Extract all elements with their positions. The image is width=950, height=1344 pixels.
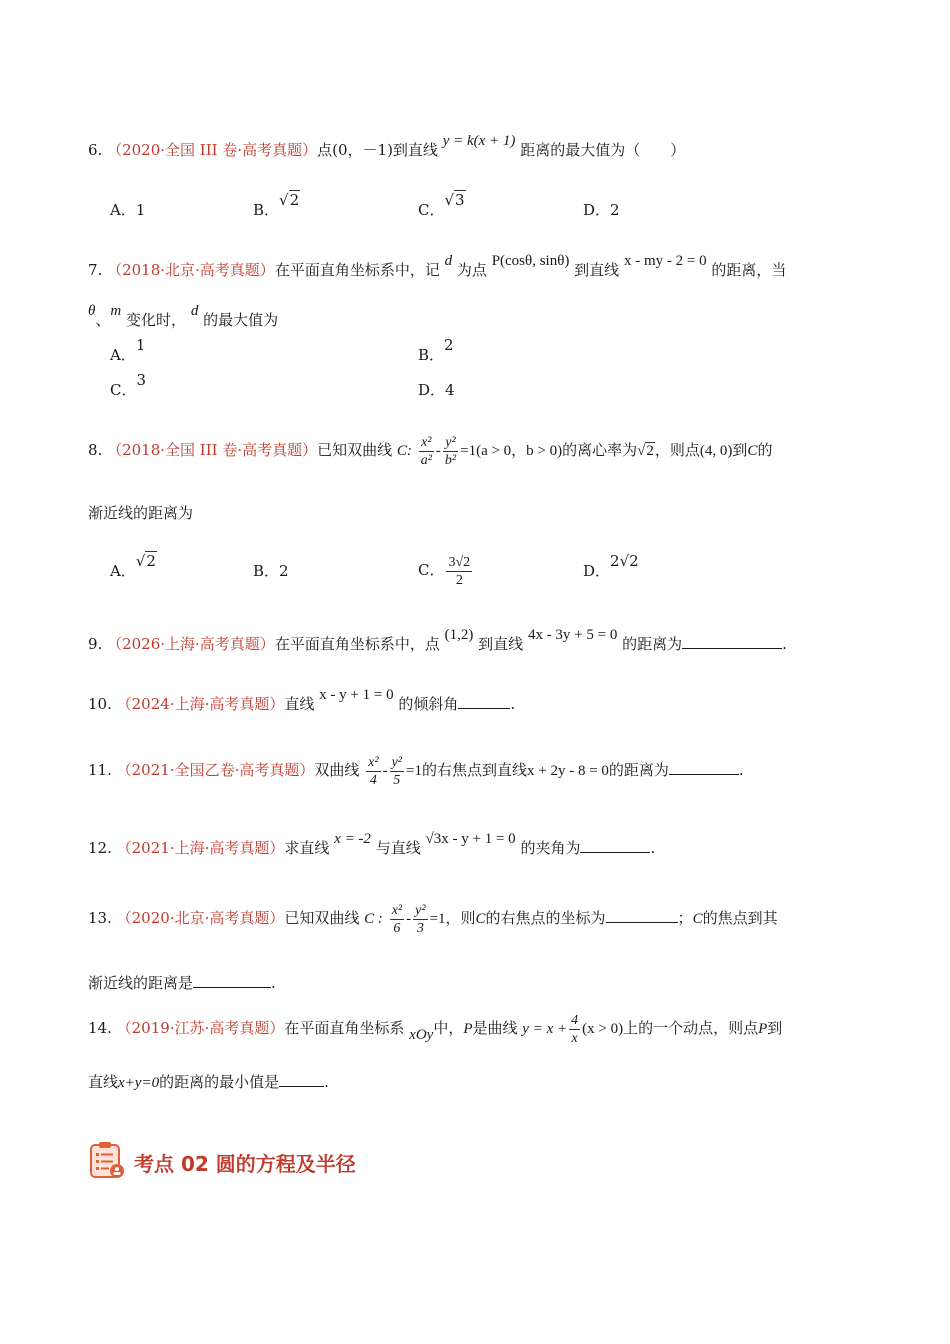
- option-c[interactable]: C． $\frac{3√2}{2}$: [418, 554, 471, 588]
- option-d[interactable]: D．4: [418, 381, 455, 399]
- question-source: （2018·北京·高考真题）: [107, 261, 275, 279]
- question-14-line2: 直线x+y=0的距离的最小值是 .: [88, 1073, 329, 1091]
- section-header: [88, 1140, 356, 1184]
- question-14: 14. （2019·江苏·高考真题）在平面直角坐标系 xOy中，P是曲线 y = x + $\frac{4}{x}$ (x > 0)上的一个动点，则点P到: [88, 1012, 783, 1046]
- section-title: 考点 02 圆的方程及半径: [134, 1151, 356, 1176]
- question-11: 11. （2021·全国乙卷·高考真题）双曲线 $\frac{\text{x²}}{4}$ - $\frac{\text{y²}}{5}$ =1的右焦点到直线x + 2y - 8 = 0的距离为 .: [88, 754, 744, 788]
- formula-line: x - my - 2 = 0: [623, 253, 707, 269]
- option-a[interactable]: A．1: [110, 336, 146, 364]
- fraction: $\frac{\text{y²}}{5}$: [391, 754, 402, 788]
- question-8: 8. （2018·全国 III 卷·高考真题）已知双曲线 C: $\frac{\text{x²}}{\text{a²}}$ - $\frac{\text{y²}}{\text{b²}}$ =1(a > 0，b > 0)的离心率为√2，则点(4, 0)到C的: [88, 434, 773, 468]
- option-c[interactable]: C．√3: [418, 191, 465, 219]
- option-b[interactable]: B．√2: [253, 191, 300, 219]
- answer-blank[interactable]: [682, 634, 782, 649]
- question-text: 点(0，－1)到直线: [317, 141, 438, 159]
- question-number: 7.: [88, 261, 103, 279]
- answer-blank[interactable]: [458, 694, 510, 709]
- question-number: 6.: [88, 141, 103, 159]
- fraction: $\frac{4}{x}$: [571, 1012, 579, 1046]
- question-source: （2020·全国 III 卷·高考真题）: [107, 141, 318, 159]
- question-13-line2: 渐近线的距离是 .: [88, 974, 276, 992]
- option-a[interactable]: A．1: [110, 201, 146, 219]
- formula: y = k(x + 1): [442, 133, 516, 149]
- question-10: 10. （2024·上海·高考真题）直线 x - y + 1 = 0 的倾斜角 .: [88, 687, 516, 713]
- question-7: 7. （2018·北京·高考真题）在平面直角坐标系中，记 d 为点 P(cosθ, sinθ) 到直线 x - my - 2 = 0 的距离，当: [88, 253, 787, 279]
- question-8-line2: 渐近线的距离为: [88, 504, 194, 522]
- question-9: 9. （2026·上海·高考真题）在平面直角坐标系中，点 (1,2) 到直线 4x - 3y + 5 = 0 的距离为 .: [88, 627, 787, 653]
- fraction: $\frac{\text{y²}}{\text{b²}}$: [444, 434, 457, 468]
- option-c[interactable]: C．3: [110, 371, 147, 399]
- fraction: $\frac{\text{x²}}{4}$: [368, 754, 379, 788]
- option-b[interactable]: B．2: [253, 562, 289, 580]
- answer-blank[interactable]: [279, 1072, 324, 1087]
- answer-blank[interactable]: [580, 838, 650, 853]
- question-7-line2: θ、m 变化时， d 的最大值为: [88, 303, 279, 329]
- option-d[interactable]: D．2√2: [583, 552, 639, 580]
- fraction: $\frac{\text{y²}}{3}$: [415, 902, 426, 936]
- fraction: $\frac{\text{x²}}{\text{a²}}$: [420, 434, 432, 468]
- formula-point: P(cosθ, sinθ): [491, 253, 570, 269]
- fraction: $\frac{\text{x²}}{6}$: [391, 902, 403, 936]
- question-text: 距离的最大值为（ ）: [520, 141, 686, 159]
- option-b[interactable]: B．2: [418, 336, 454, 364]
- option-d[interactable]: D．2: [583, 201, 620, 219]
- question-12: 12. （2021·上海·高考真题）求直线 x = -2 与直线 √3x - y + 1 = 0 的夹角为 .: [88, 831, 656, 857]
- question-13: 13. （2020·北京·高考真题）已知双曲线 C : $\frac{\text{x²}}{6}$ - $\frac{\text{y²}}{3}$ =1，则C的右焦点的坐标为 ；C的焦点到其: [88, 902, 778, 936]
- answer-blank[interactable]: [606, 908, 678, 923]
- option-a[interactable]: A．√2: [110, 552, 156, 580]
- answer-blank[interactable]: [193, 973, 271, 988]
- answer-blank[interactable]: [669, 760, 739, 775]
- clipboard-checklist-icon: [88, 1140, 126, 1184]
- question-6: [88, 133, 686, 161]
